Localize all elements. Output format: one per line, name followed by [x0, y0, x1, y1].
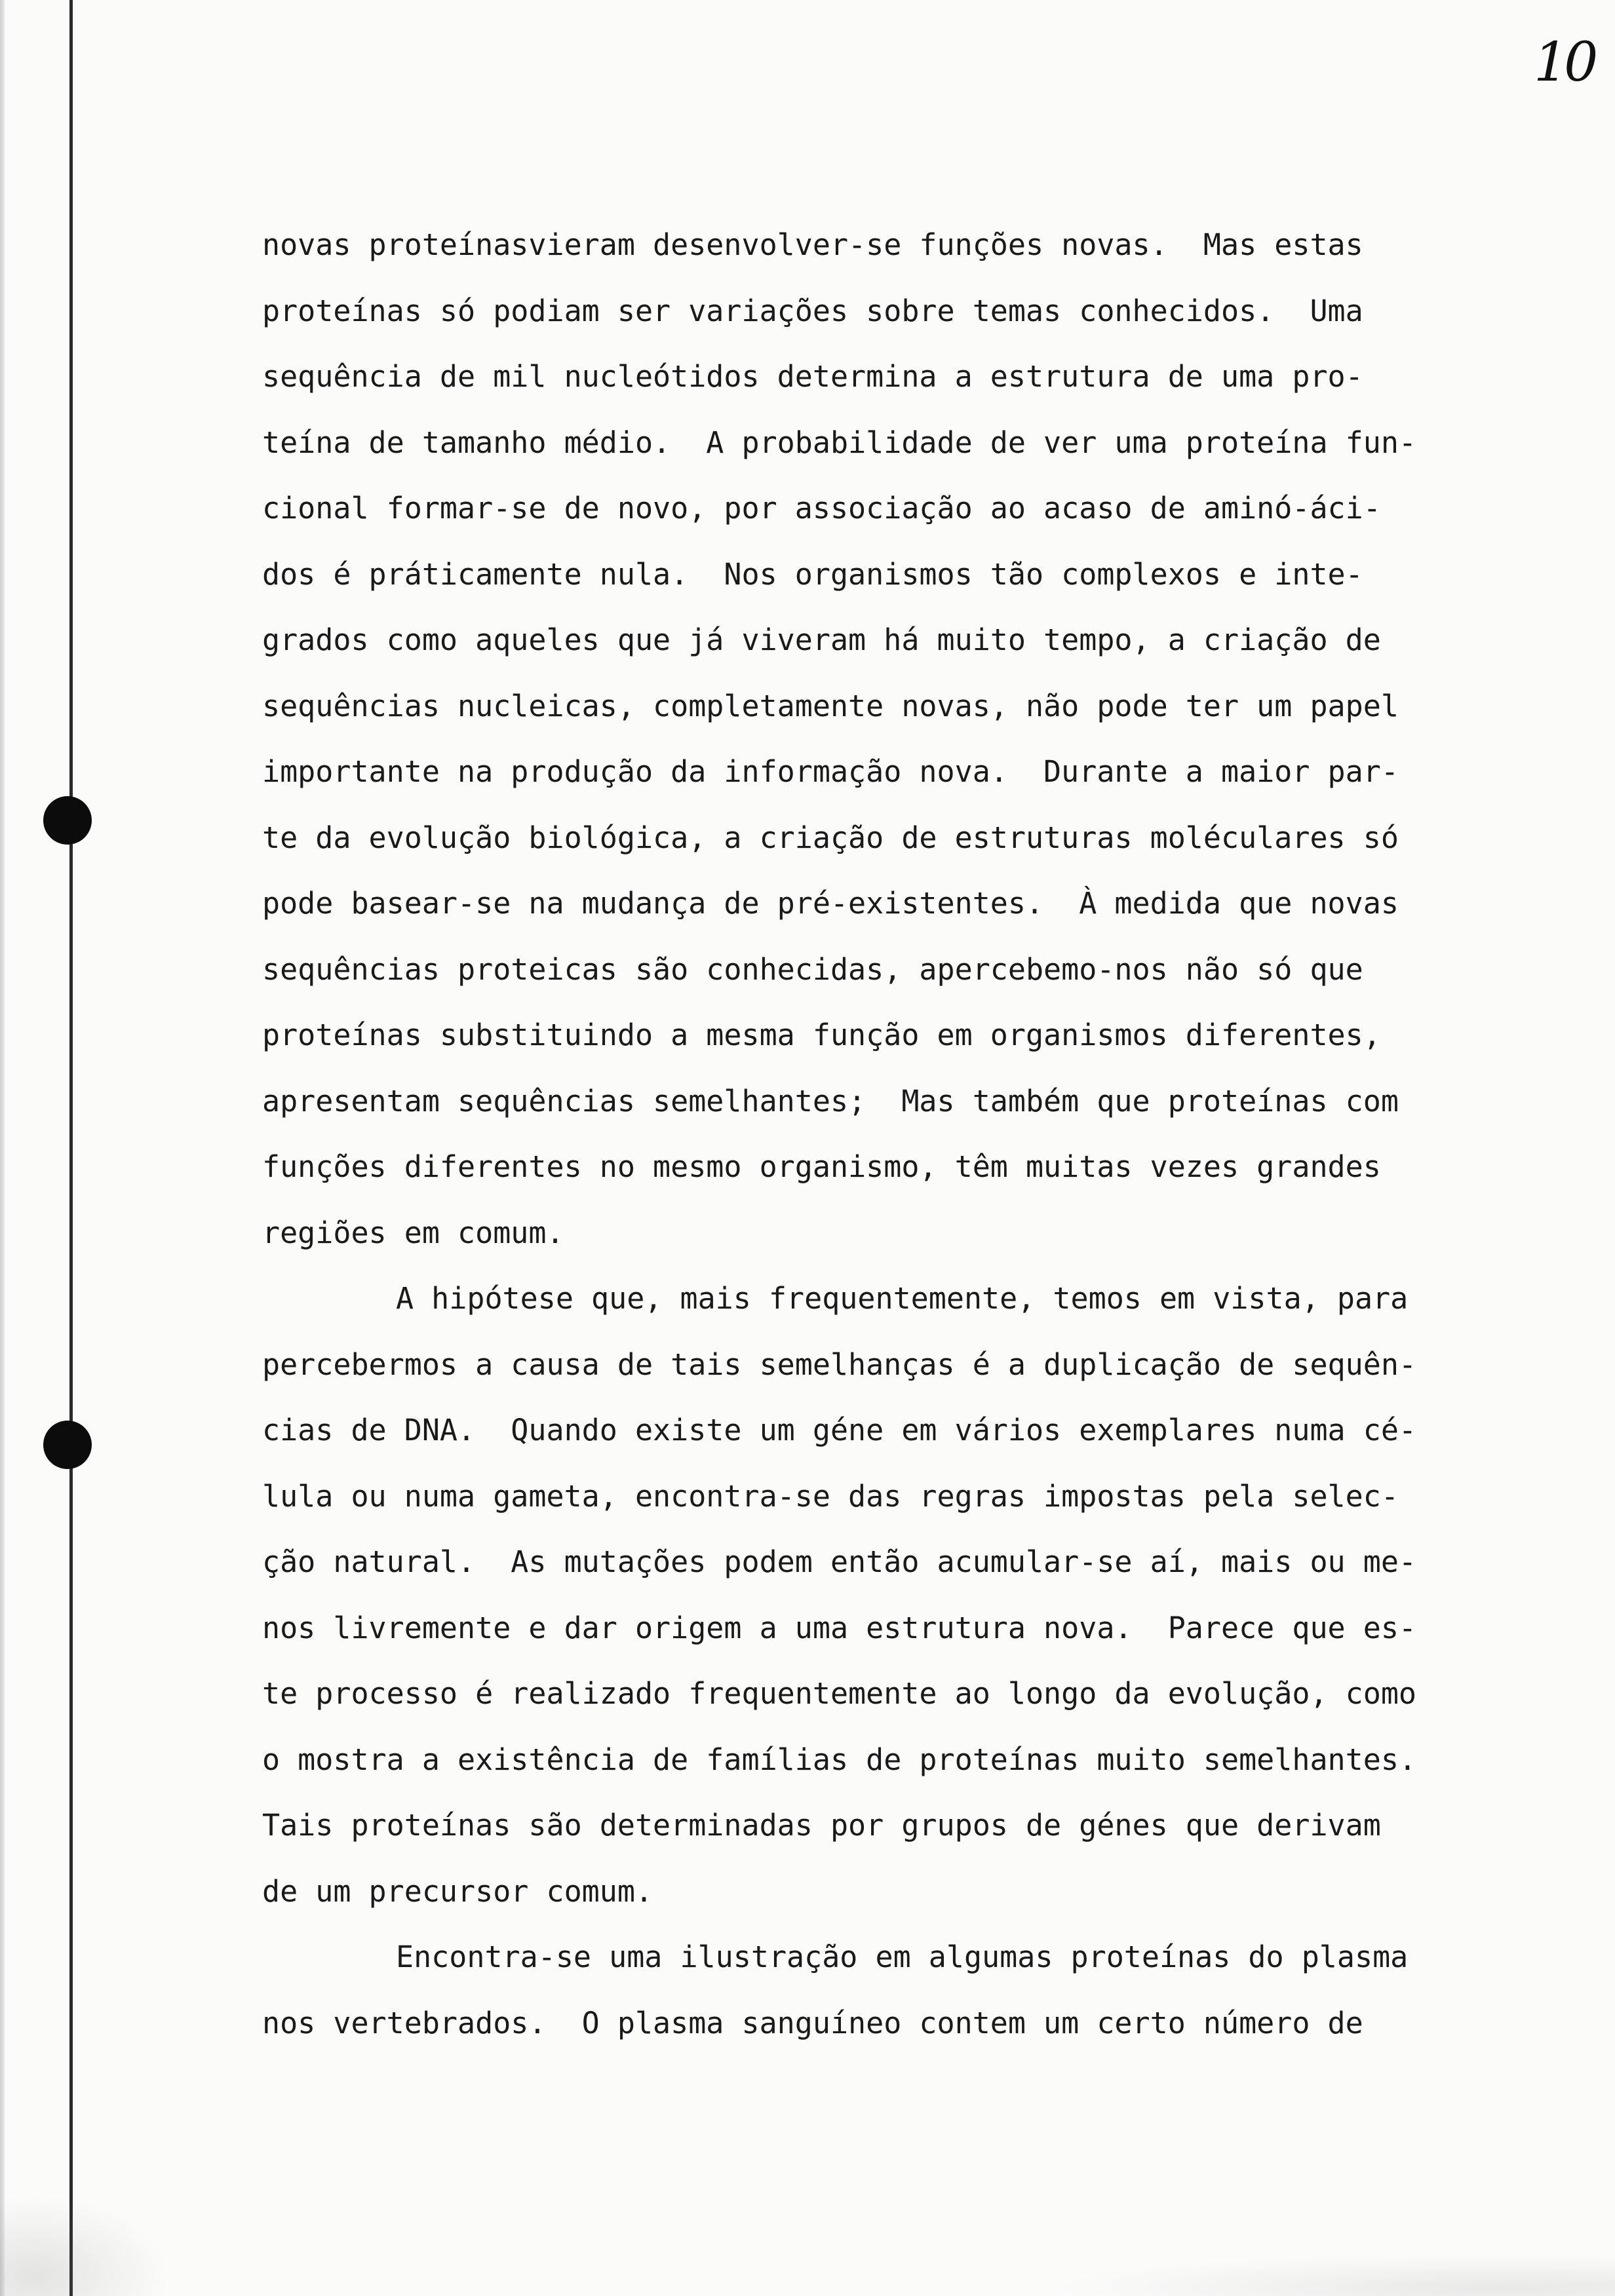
text-line: percebermos a causa de tais semelhanças é a duplicação de sequên-	[262, 1347, 1416, 1382]
text-line: pode basear-se na mudança de pré-existentes. À medida que novas	[262, 886, 1399, 921]
document-body	[262, 212, 1547, 2056]
punch-hole-icon	[43, 1421, 92, 1469]
text-line: apresentam sequências semelhantes; Mas também que proteínas com	[262, 1083, 1399, 1119]
text-line: te processo é realizado frequentemente ao longo da evolução, como	[262, 1676, 1416, 1711]
text-line: cias de DNA. Quando existe um géne em vários exemplares numa cé-	[262, 1413, 1416, 1447]
scan-noise	[0, 2195, 170, 2296]
text-line: nos vertebrados. O plasma sanguíneo contem um certo número de	[262, 2005, 1363, 2040]
page-left-edge	[0, 0, 5, 2296]
text-line: regiões em comum.	[262, 1215, 564, 1250]
text-line: sequência de mil nucleótidos determina a estrutura de uma pro-	[262, 359, 1363, 394]
text-line: sequências proteicas são conhecidas, apercebemo-nos não só que	[262, 951, 1363, 987]
text-line: proteínas só podiam ser variações sobre temas conhecidos. Uma	[262, 293, 1363, 328]
text-line: nos livremente e dar origem a uma estrutura nova. Parece que es-	[262, 1610, 1416, 1645]
text-line: teína de tamanho médio. A probabilidade de ver uma proteína fun-	[262, 425, 1416, 460]
text-line: grados como aqueles que já viveram há muito tempo, a criação de	[262, 622, 1381, 657]
text-line: de um precursor comum.	[262, 1873, 653, 1909]
text-line: importante na produção da informação nova. Durante a maior par-	[262, 754, 1399, 789]
text-line: Encontra-se uma ilustração em algumas proteínas do plasma	[396, 1940, 1409, 1974]
text-line: Tais proteínas são determinadas por grupos de génes que derivam	[262, 1808, 1381, 1843]
text-line: funções diferentes no mesmo organismo, têm muitas vezes grandes	[262, 1149, 1381, 1184]
binding-margin-line	[69, 0, 73, 2296]
text-line: ção natural. As mutações podem então acumular-se aí, mais ou me-	[262, 1544, 1416, 1579]
text-line: cional formar-se de novo, por associação ao acaso de aminó-áci-	[262, 491, 1381, 526]
text-line: sequências nucleicas, completamente novas, não pode ter um papel	[262, 688, 1399, 723]
paragraph	[262, 212, 1547, 1266]
text-line: proteínas substituindo a mesma função em organismos diferentes,	[262, 1018, 1381, 1052]
page-number: 10	[1534, 31, 1595, 94]
punch-hole-icon	[43, 796, 92, 845]
scan-noise	[1049, 2254, 1615, 2296]
text-line: te da evolução biológica, a criação de estruturas moléculares só	[262, 820, 1399, 855]
paragraph	[262, 1266, 1547, 1924]
paragraph	[262, 1924, 1547, 2056]
text-line: novas proteínasvieram desenvolver-se funções novas. Mas estas	[262, 227, 1363, 262]
text-line: dos é práticamente nula. Nos organismos tão complexos e inte-	[262, 556, 1363, 592]
text-line: A hipótese que, mais frequentemente, temos em vista, para	[396, 1281, 1409, 1316]
text-line: o mostra a existência de famílias de proteínas muito semelhantes.	[262, 1742, 1416, 1777]
text-line: lula ou numa gameta, encontra-se das regras impostas pela selec-	[262, 1478, 1399, 1514]
